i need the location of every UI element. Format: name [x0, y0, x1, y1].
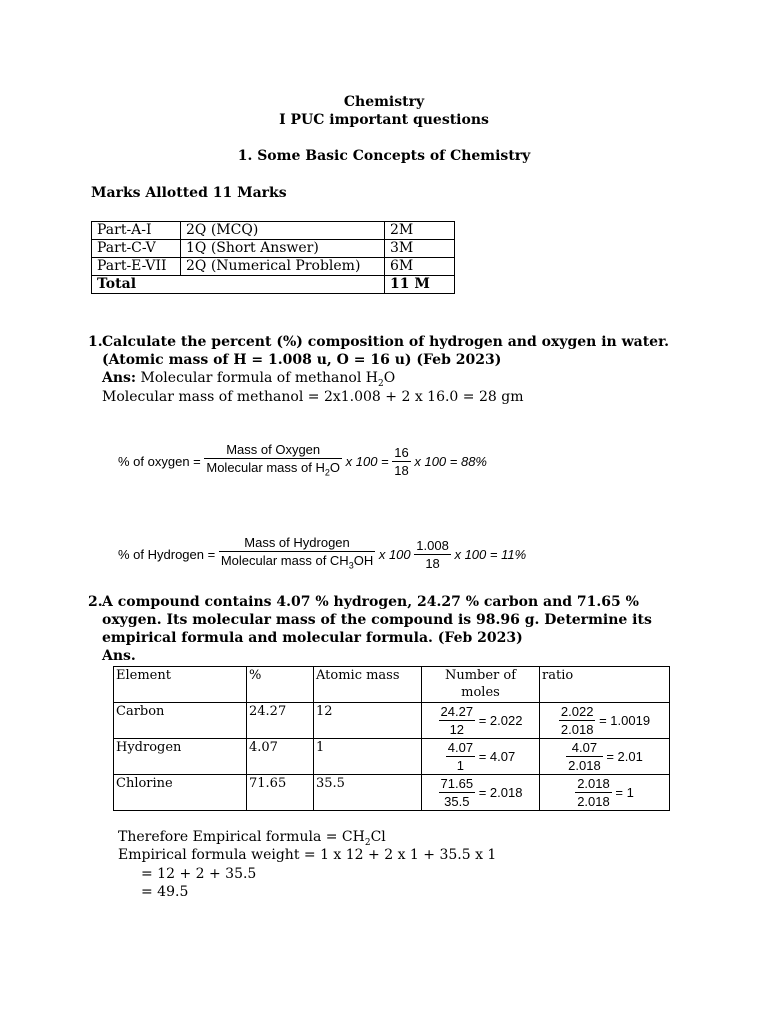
element-cell: Hydrogen: [114, 739, 247, 775]
table-row-total: [92, 276, 455, 294]
q1-molecular-mass: Molecular mass of methanol = 2x1.008 + 2 x 16.0 = 28 gm: [102, 389, 524, 405]
desc-cell: 2Q (Numerical Problem): [181, 258, 385, 276]
part-cell: Part-E-VII: [92, 258, 181, 276]
hydrogen-equation: [118, 534, 526, 575]
table-row: [92, 240, 455, 258]
marks-cell: 3M: [385, 240, 455, 258]
ratio-cell: $\frac{4.07}{2.018}$ = 2.01: [540, 739, 670, 775]
q2-number: 2.: [88, 594, 103, 610]
marks-cell: 6M: [385, 258, 455, 276]
moles-cell: $\frac{71.65}{35.5}$ = 2.018: [422, 775, 540, 811]
header-ratio: ratio: [540, 667, 670, 703]
percent-cell: 71.65: [247, 775, 314, 811]
page-subtitle: I PUC important questions: [279, 112, 489, 128]
table-header-row: [114, 667, 670, 703]
q1-answer: [102, 370, 395, 389]
element-table: [113, 666, 670, 811]
empirical-weight: Empirical formula weight = 1 x 12 + 2 x 1 + 35.5 x 1: [118, 847, 497, 863]
atomic-mass-cell: 12: [314, 703, 422, 739]
chapter-title: 1. Some Basic Concepts of Chemistry: [237, 148, 531, 164]
table-row: [114, 703, 670, 739]
oxygen-den2: 18: [394, 462, 409, 478]
oxygen-den: Molecular mass of $H_2O$: [206, 460, 340, 478]
ratio-cell: $\frac{2.022}{2.018}$ = 1.0019: [540, 703, 670, 739]
header-element: Element: [114, 667, 247, 703]
subject-title: Chemistry: [343, 94, 425, 110]
weight-step-1: = 12 + 2 + 35.5: [141, 866, 257, 882]
hydrogen-result: x 100 = 11%: [454, 546, 527, 562]
hydrogen-fraction: [219, 534, 375, 575]
q2-line1: A compound contains 4.07 % hydrogen, 24.27 % carbon and 71.65 %: [102, 594, 639, 610]
oxygen-lhs: % of oxygen =: [118, 453, 201, 469]
header-percent: %: [247, 667, 314, 703]
hydrogen-fraction-2: [414, 537, 451, 572]
table-row: [114, 775, 670, 811]
oxygen-x100: x 100 =: [345, 453, 389, 469]
desc-cell: 2Q (MCQ): [181, 222, 385, 240]
q1-line2: (Atomic mass of H = 1.008 u, O = 16 u) (Feb 2023): [102, 352, 502, 368]
ratio-cell: $\frac{2.018}{2.018}$ = 1: [540, 775, 670, 811]
oxygen-result: x 100 = 88%: [414, 453, 487, 469]
part-cell: Part-C-V: [92, 240, 181, 258]
hydrogen-x100: x 100: [378, 546, 411, 562]
q1-line1: Calculate the percent (%) composition of hydrogen and oxygen in water.: [102, 334, 670, 350]
q1-ans-label: Ans:: [102, 370, 137, 386]
marks-cell: 2M: [385, 222, 455, 240]
header-atomic-mass: Atomic mass: [314, 667, 422, 703]
atomic-mass-cell: 35.5: [314, 775, 422, 811]
hydrogen-num2: 1.008: [416, 537, 449, 553]
q1-ans-text: Molecular formula of methanol H: [140, 370, 378, 386]
hydrogen-lhs: % of Hydrogen =: [118, 546, 216, 562]
table-row: [92, 222, 455, 240]
table-row: [114, 739, 670, 775]
q2-ans-label: Ans.: [102, 648, 136, 664]
oxygen-num: Mass of Oxygen: [204, 441, 342, 459]
oxygen-num2: 16: [394, 444, 409, 460]
oxygen-fraction: [204, 441, 342, 482]
atomic-mass-cell: 1: [314, 739, 422, 775]
element-cell: Carbon: [114, 703, 247, 739]
weight-step-2: = 49.5: [141, 884, 189, 900]
total-label: Total: [92, 276, 385, 294]
empirical-formula: Therefore Empirical formula = $CH_2Cl$: [118, 829, 386, 848]
desc-cell: 1Q (Short Answer): [181, 240, 385, 258]
oxygen-equation: [118, 441, 487, 482]
marks-table: [91, 221, 455, 294]
q2-line3: empirical formula and molecular formula. (Feb 2023): [102, 630, 523, 646]
oxygen-fraction-2: [392, 444, 410, 479]
element-cell: Chlorine: [114, 775, 247, 811]
q1-ans-sub: 2: [377, 378, 384, 389]
q1-number: 1.: [88, 334, 103, 350]
part-cell: Part-A-I: [92, 222, 181, 240]
table-row: [92, 258, 455, 276]
percent-cell: 24.27: [247, 703, 314, 739]
hydrogen-den: Molecular mass of $CH_3OH$: [220, 553, 374, 571]
percent-cell: 4.07: [247, 739, 314, 775]
q2-line2: oxygen. Its molecular mass of the compound is 98.96 g. Determine its: [102, 612, 652, 628]
marks-allotted: Marks Allotted 11 Marks: [91, 185, 287, 201]
header-moles: Number of moles: [422, 667, 540, 703]
moles-cell: $\frac{24.27}{12}$ = 2.022: [422, 703, 540, 739]
hydrogen-num: Mass of Hydrogen: [219, 534, 375, 552]
hydrogen-den2: 18: [425, 555, 440, 571]
total-value: 11 M: [385, 276, 455, 294]
q1-ans-post: O: [383, 370, 396, 386]
moles-cell: $\frac{4.07}{1}$ = 4.07: [422, 739, 540, 775]
